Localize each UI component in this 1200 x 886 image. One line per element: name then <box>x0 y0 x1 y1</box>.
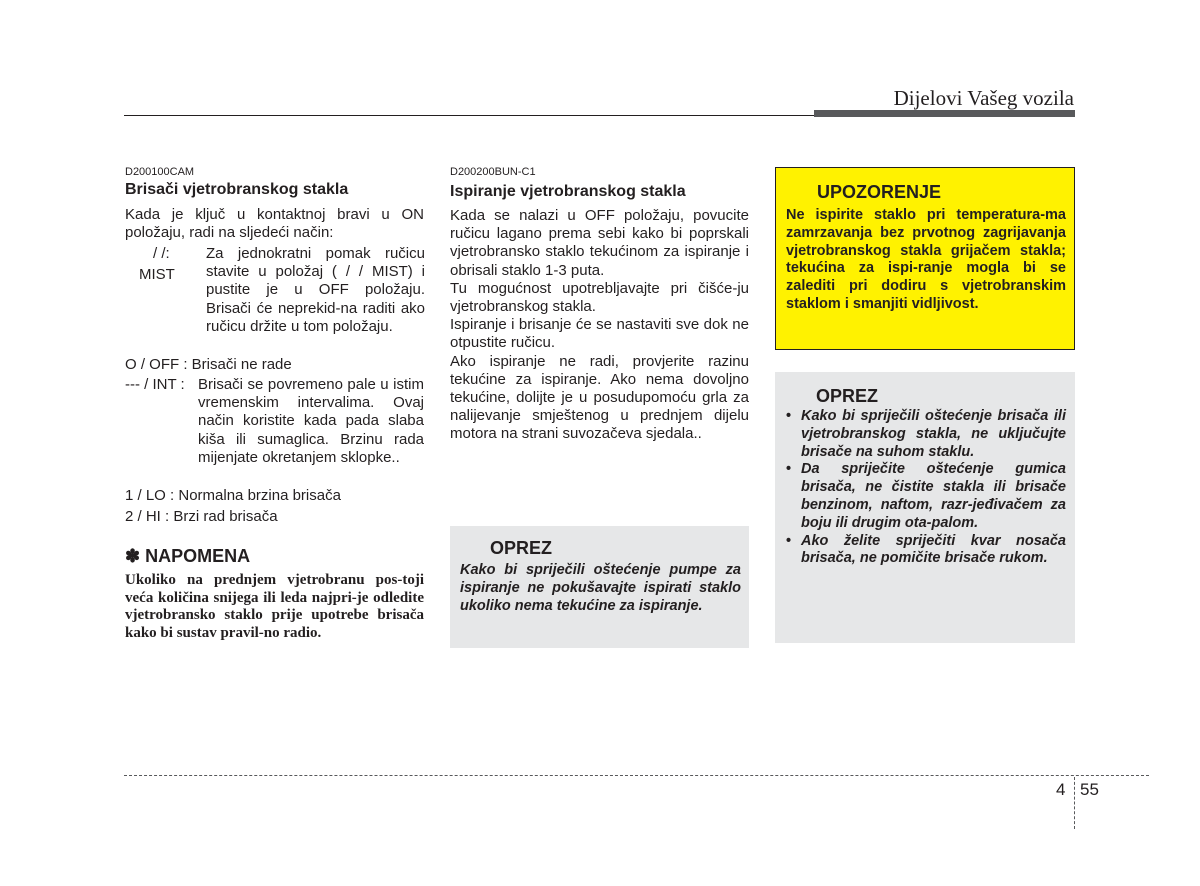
mode-term: O / OFF : <box>125 356 188 373</box>
note-heading <box>125 546 250 567</box>
warning-text: Ne ispirite staklo pri temperatura-ma zamrzavanja bez prvotnog zagrijavanja vjetrobranskog stakla grijačem stakla; tekućina za ispi-ranje mogla bi se zalediti pri dodiru s vjetrobranskim staklom i smanjiti vidljivost. <box>786 207 1066 312</box>
section-heading: Brisači vjetrobranskog stakla <box>125 181 349 198</box>
mode-lo <box>125 487 424 505</box>
caution-list <box>786 408 1066 568</box>
mode-off <box>125 356 424 376</box>
paragraph: Ako ispiranje ne radi, provjerite razinu tekućine za ispiranje. Ako nema dovoljno tekućine, dolijte je u posudupomoću grla za nalijevanje smještenog u prednjem dijelu motora na strani suvozačeva sjedala.. <box>450 352 749 443</box>
mode-desc: Normalna brzina brisača <box>178 487 341 504</box>
mode-int <box>125 376 424 486</box>
header-rule <box>124 115 814 116</box>
list-item: • Da spriječite oštećenje gumica brisača, ne čistite stakla ili brisače benzinom, naftom, razr-jeđivačem za boju ili drugim ota-palom. <box>786 461 1066 532</box>
intro-paragraph: Kada je ključ u kontaktnoj bravi u ON položaju, radi na sljedeći način: <box>125 206 424 242</box>
list-item: • Kako bi spriječili oštećenje brisača ili vjetrobranskog stakla, ne uključujte brisače na suhom staklu. <box>786 408 1066 461</box>
note-asterisk-icon: ✽ <box>125 546 141 566</box>
chapter-number: 4 <box>1056 780 1066 799</box>
list-item: • Ako želite spriječiti kvar nosača brisača, ne pomičite brisače rukom. <box>786 533 1066 569</box>
mode-term: / /: <box>153 245 170 262</box>
page-number: 55 <box>1080 780 1099 799</box>
caution-title: OPREZ <box>490 538 553 558</box>
warning-title: UPOZORENJE <box>817 182 942 202</box>
section-code: D200100CAM <box>125 166 195 178</box>
warning-box <box>775 167 1075 350</box>
footer-divider <box>1074 777 1075 829</box>
note-text: Ukoliko na prednjem vjetrobranu pos-toji veća količina snijega ili leda najpri-je odledite vjetrobransko staklo prije upotrebe brisača kako bi sustav pravil-no radio. <box>125 572 424 641</box>
note-title: NAPOMENA <box>145 546 251 566</box>
mode-term: --- / INT : <box>125 376 185 393</box>
caution-box-pump <box>450 526 749 648</box>
washer-paragraphs <box>450 207 749 444</box>
mode-desc: Brisači se povremeno pale u istim vremenskim intervalima. Ovaj način koristite kada pada slaba kiša ili sumaglica. Brzinu rada mijenjate okretanjem sklopke.. <box>198 376 424 466</box>
mode-term: 2 / HI : <box>125 508 170 525</box>
mode-term-mist: MIST <box>139 266 175 283</box>
paragraph: Ispiranje i brisanje će se nastaviti sve dok ne otpustite ručicu. <box>450 316 749 352</box>
mode-desc: Brisači ne rade <box>191 356 292 373</box>
mode-mist <box>139 245 425 355</box>
mode-hi <box>125 508 424 526</box>
mode-desc: Brzi rad brisača <box>173 508 278 525</box>
paragraph: Tu mogućnost upotrebljavajte pri čišće-ju vjetrobranskog stakla. <box>450 279 749 316</box>
caution-text: Kako bi spriječili oštećenje pumpe za ispiranje ne pokušavajte ispirati staklo ukoliko nema tekućine za ispiranje. <box>460 562 741 614</box>
section-code: D200200BUN-C1 <box>450 166 536 178</box>
section-title: Dijelovi Vašeg vozila <box>893 86 1074 110</box>
mode-term: 1 / LO : <box>125 487 175 504</box>
paragraph: Kada se nalazi u OFF položaju, povucite ručicu lagano prema sebi kako bi poprskali vjetrobransko staklo tekućinom za ispiranje i obrisali staklo 1-3 puta. <box>450 207 749 279</box>
mode-desc: Za jednokratni pomak ručicu stavite u položaj ( / / MIST) i pustite je u OFF položaju. Brisači će neprekid-na raditi ako ručicu držite u tom položaju. <box>206 245 425 335</box>
section-heading: Ispiranje vjetrobranskog stakla <box>450 183 686 200</box>
caution-box-wipers <box>775 372 1075 643</box>
footer-rule <box>124 775 1149 776</box>
header-accent-bar <box>814 110 1075 117</box>
caution-title: OPREZ <box>816 386 879 406</box>
